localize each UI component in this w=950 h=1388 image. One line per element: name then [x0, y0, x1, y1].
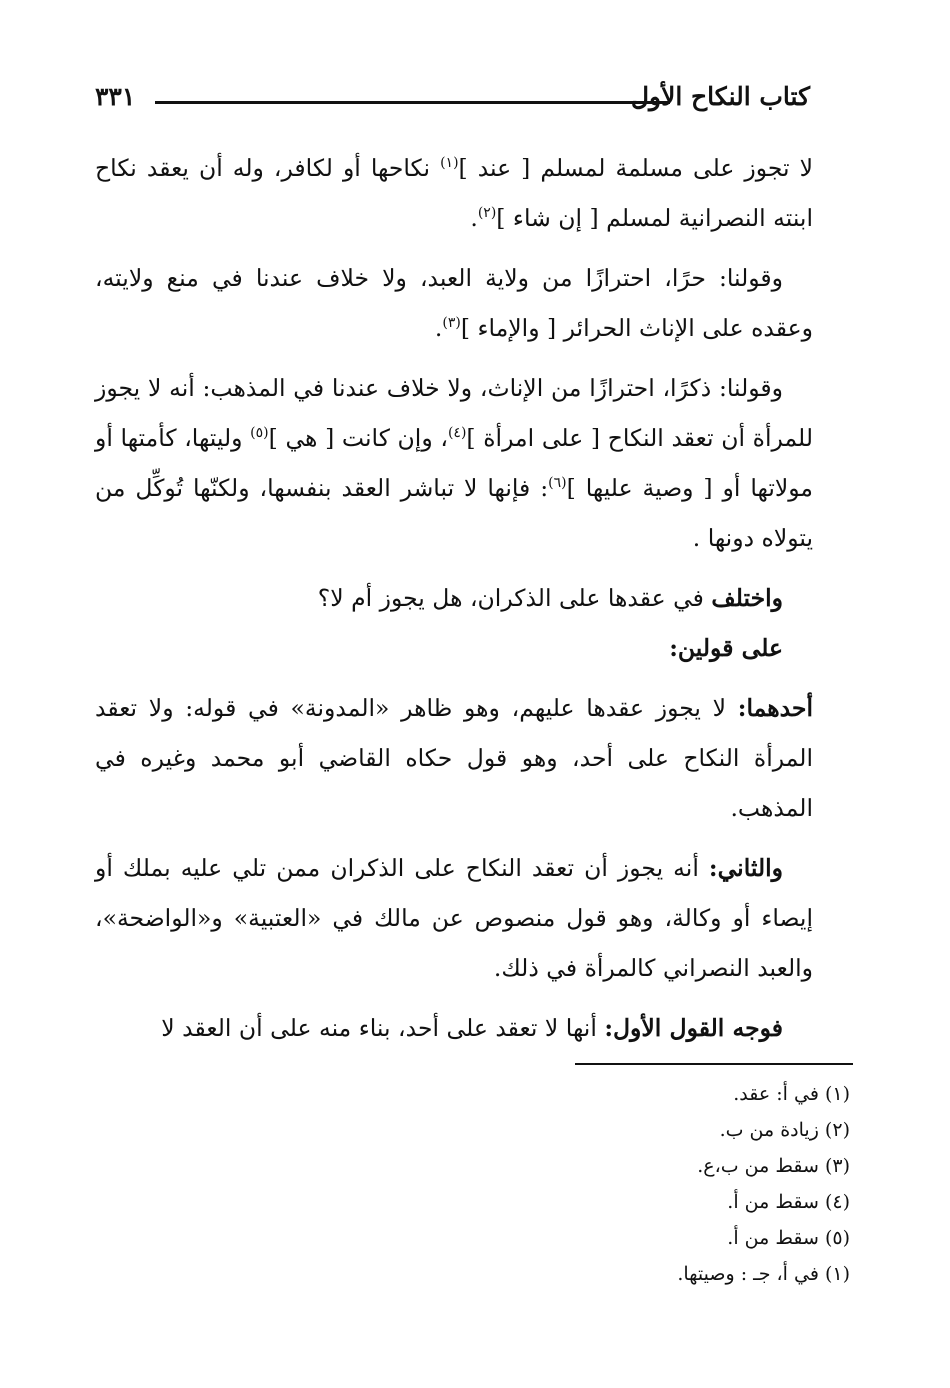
footnote: (٤) سقط من أ. [727, 1191, 850, 1213]
footnote-ref: (٥) [250, 425, 269, 442]
footnote: (٥) سقط من أ. [727, 1227, 850, 1249]
footnotes [380, 1076, 850, 1292]
paragraph [95, 843, 813, 993]
paragraph [95, 1003, 813, 1053]
paragraph [95, 573, 813, 623]
footnote-ref: (٤) [447, 425, 467, 442]
footnote-ref: (٢) [477, 205, 497, 222]
text-run: لا تجوز على مسلمة لمسلم [ عند ] [458, 154, 813, 182]
text-run: . [470, 204, 478, 232]
text-run: وقولنا: ذكرًا، احترازًا من الإناث، ولا خلاف عندنا في المذهب: أنه لا يجوز للمرأة أن تعقد النكاح [ على امرأة ] [95, 374, 813, 452]
footnote: (١) في أ: عقد. [733, 1083, 850, 1105]
text-run: وقولنا: حرًا، احترازًا من ولاية العبد، ولا خلاف عندنا في منع ولايته، وعقده على الإناث الحرائر [ والإماء ] [95, 264, 813, 342]
footnote: (١) في أ، جـ : وصيتها. [677, 1263, 850, 1285]
text-run: . [434, 314, 443, 342]
text-run: : فإنها لا تباشر العقد بنفسها، ولكنّها تُوكِّل من يتولاه دونها . [95, 474, 813, 552]
footnote: (٢) زيادة من ب. [719, 1119, 850, 1141]
text-run: أنه يجوز أن تعقد النكاح على الذكران ممن تلي عليه بملك أو إيصاء أو وكالة، وهو قول منصوص عن مالك في «العتبية» و«الواضحة»، والعبد النصراني كالمرأة في ذلك. [95, 854, 813, 982]
text-run: لا يجوز عقدها عليهم، وهو ظاهر «المدونة» في قوله: ولا تعقد المرأة النكاح على أحد، وهو قول حكاه القاضي أبو محمد وغيره في المذهب. [95, 694, 813, 822]
bold-term: على قولين: [669, 634, 783, 662]
bold-term: واختلف [711, 584, 783, 612]
paragraph [95, 683, 813, 833]
running-title: كتاب النكاح الأول [630, 82, 810, 111]
text-run: نكاحها أو لكافر، وله أن يعقد نكاح ابنته النصرانية لمسلم [ إن شاء ] [95, 154, 813, 232]
paragraph [95, 143, 813, 243]
footnote: (٣) سقط من ب،ع. [697, 1155, 850, 1177]
paragraph [95, 253, 813, 353]
body-text [95, 143, 813, 1063]
paragraph [95, 623, 813, 673]
page-number: ٣٣١ [95, 82, 136, 111]
text-run: وليتها، كأمتها أو مولاتها أو [ وصية عليها ] [95, 424, 813, 502]
bold-term: أحدهما: [737, 694, 813, 722]
text-run: في عقدها على الذكران، هل يجوز أم لا؟ [317, 584, 712, 612]
paragraph [95, 363, 813, 563]
footnote-ref: (١) [440, 155, 459, 172]
footnote-rule [575, 1063, 853, 1065]
footnote-ref: (٣) [442, 315, 461, 332]
header-rule [155, 101, 670, 104]
bold-term: والثاني: [708, 854, 783, 882]
footnote-ref: (٦) [548, 475, 567, 492]
bold-term: فوجه القول الأول: [604, 1014, 783, 1042]
page-header [95, 82, 810, 122]
text-run: ، وإن كانت [ هي ] [268, 424, 448, 452]
text-run: أنها لا تعقد على أحد، بناء منه على أن العقد لا [161, 1014, 605, 1042]
